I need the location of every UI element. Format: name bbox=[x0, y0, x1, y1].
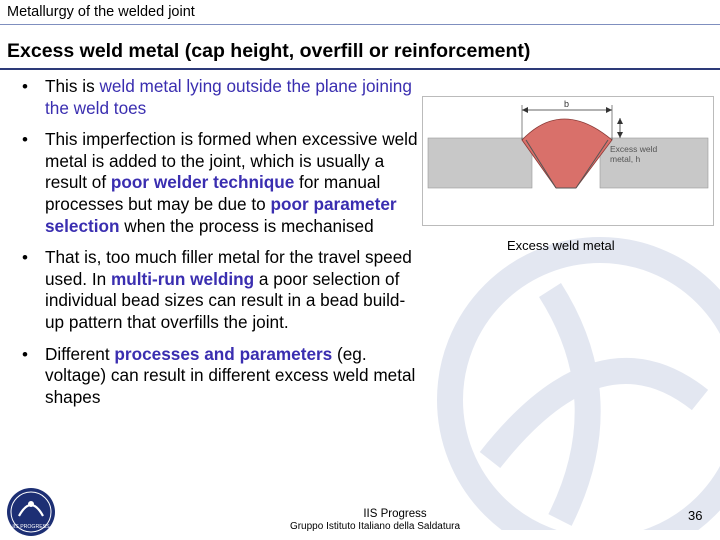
bullet-highlight: poor welder technique bbox=[110, 172, 295, 193]
header-title: Metallurgy of the welded joint bbox=[7, 4, 195, 20]
bullet-list bbox=[22, 76, 422, 418]
page-number: 36 bbox=[688, 508, 703, 523]
bullet-text: That is, too much filler metal for the travel speed used. In bbox=[45, 247, 412, 289]
svg-text:IIS PROGRESS: IIS PROGRESS bbox=[12, 524, 50, 530]
bullet-text: This imperfection is formed when excessive weld metal is added to the joint, which is usually a result of bbox=[45, 129, 418, 193]
bullet-item bbox=[22, 344, 422, 409]
footer-brand: IIS Progress bbox=[363, 508, 427, 520]
title-divider bbox=[0, 68, 720, 70]
weld-diagram bbox=[422, 96, 714, 226]
bullet-text: a poor selection of individual bead sizes can result in a bead build-up pattern that overfills the joint. bbox=[45, 268, 406, 332]
bullet-item bbox=[22, 76, 422, 119]
bullet-highlight: multi-run welding bbox=[110, 268, 255, 289]
iis-logo bbox=[2, 486, 60, 538]
footer-org: Gruppo Istituto Italiano della Saldatura bbox=[289, 521, 461, 532]
bullet-item bbox=[22, 129, 422, 237]
dim-b-label: b bbox=[564, 99, 570, 109]
slide-title: Excess weld metal (cap height, overfill or reinforcement) bbox=[7, 40, 531, 62]
bullet-item bbox=[22, 247, 422, 333]
figure-caption: Excess weld metal bbox=[507, 238, 615, 253]
bullet-text: for manual processes but may be due to bbox=[45, 172, 381, 214]
header-bar bbox=[0, 0, 720, 25]
annotation-line1: Excess weld bbox=[610, 144, 658, 154]
bullet-text: Different bbox=[45, 343, 115, 364]
bullet-text: This is bbox=[45, 76, 100, 96]
left-plate bbox=[428, 138, 532, 188]
bullet-highlight: weld metal lying outside the plane joining the weld toes bbox=[45, 76, 412, 118]
bullet-highlight: processes and parameters bbox=[114, 343, 333, 364]
bullet-highlight: poor parameter selection bbox=[45, 193, 397, 236]
annotation-line2: metal, h bbox=[610, 154, 641, 164]
bullet-text: when the process is mechanised bbox=[119, 215, 374, 236]
bullet-text: (eg. voltage) can result in different excess weld metal shapes bbox=[45, 343, 416, 407]
